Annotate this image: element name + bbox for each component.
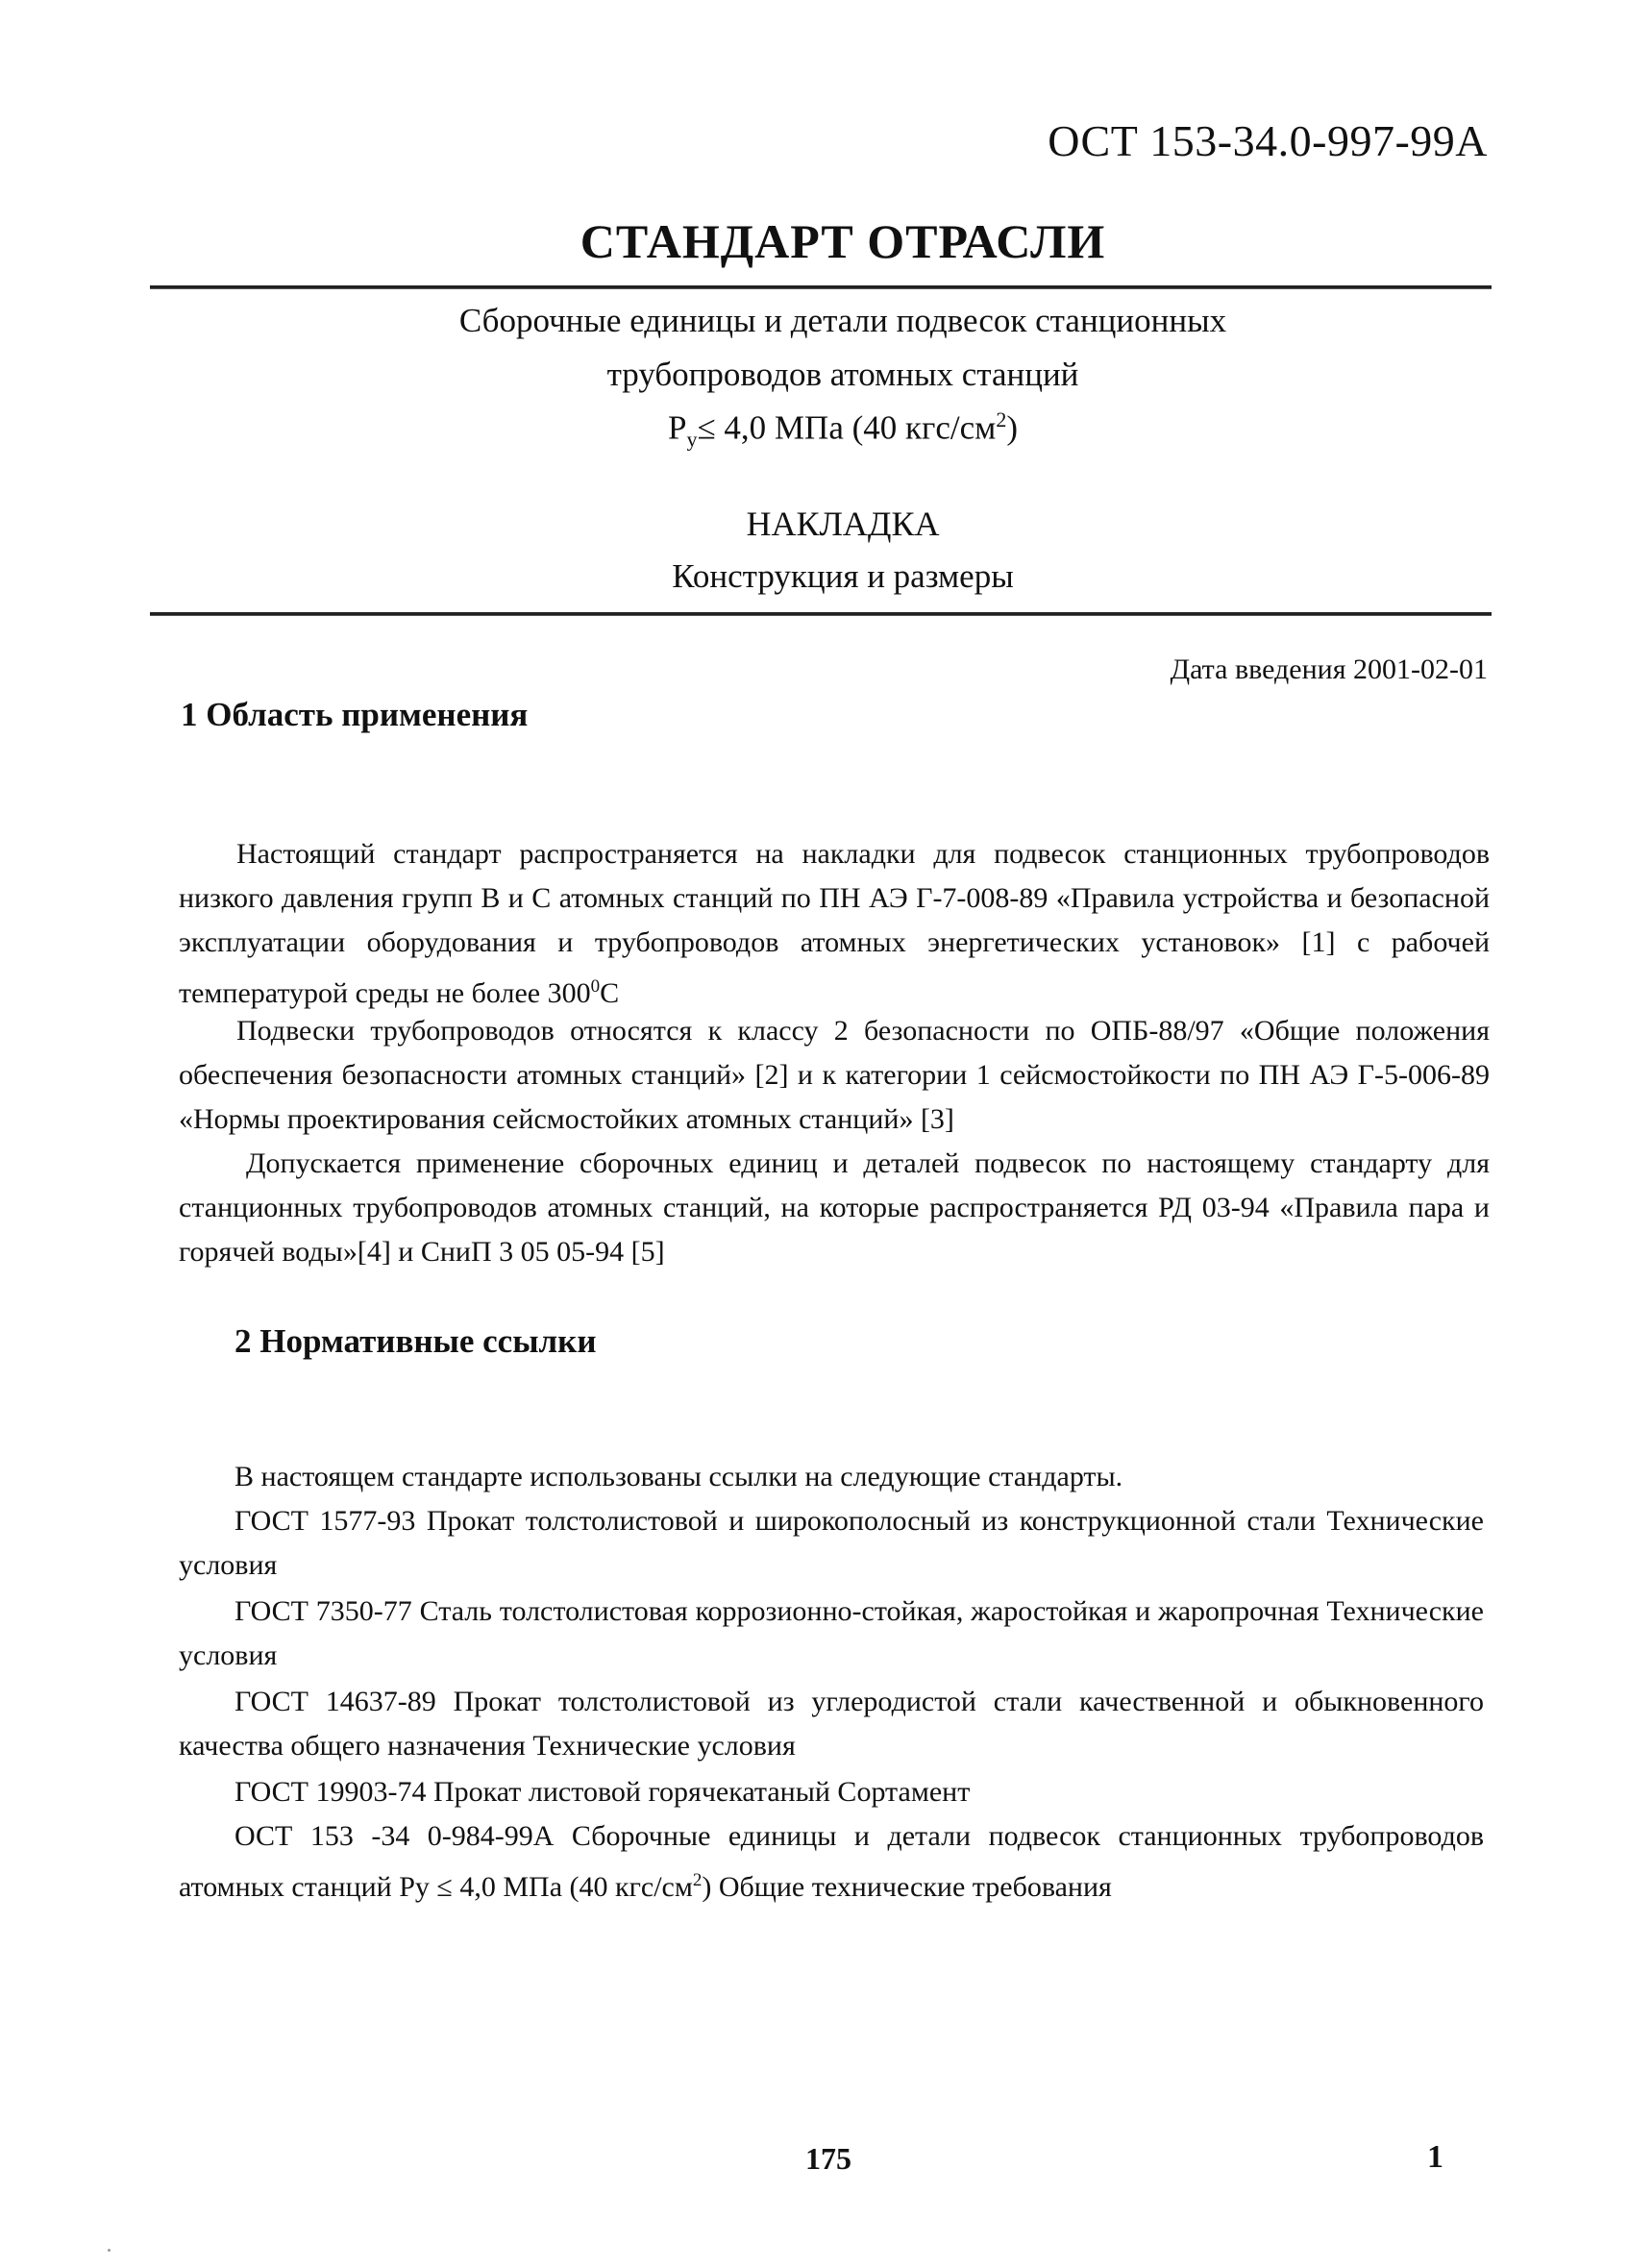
- reference-item: ГОСТ 7350-77 Сталь толстолистовая коррозионно-стойкая, жаростойкая и жаропрочная Технические условия: [179, 1595, 1484, 1671]
- paragraph-1-text: Настоящий стандарт распространяется на накладки для подвесок станционных трубопроводов низкого давления групп В и С атомных станций по ПН АЭ Г-7-008-89 «Правила устройства и безопасной эксплуатации оборудования и трубопроводов атомных энергетических установок» [1] с рабочей температурой среды не более 300: [179, 838, 1490, 1009]
- section-2-heading: 2 Нормативные ссылки: [234, 1322, 597, 1360]
- pressure-subscript: у: [686, 427, 698, 452]
- pressure-symbol: P: [668, 408, 687, 447]
- bottom-divider: [150, 612, 1492, 616]
- section-1-heading: 1 Область применения: [181, 696, 529, 733]
- reference-5-superscript: 2: [692, 1870, 703, 1890]
- subtitle-line-2: трубопроводов атомных станций: [606, 356, 1079, 393]
- section-2-intro: В настоящем стандарте использованы ссылки на следующие стандарты.: [234, 1461, 1123, 1492]
- standard-title: СТАНДАРТ ОТРАСЛИ: [580, 214, 1106, 268]
- introduction-date: Дата введения 2001-02-01: [1170, 653, 1488, 685]
- scan-speck: [108, 2249, 111, 2252]
- reference-item: ГОСТ 1577-93 Прокат толстолистовой и широкополосный из конструкционной стали Технические условия: [179, 1505, 1484, 1581]
- temperature-degree: 0: [590, 976, 601, 997]
- reference-5-tail: ) Общие технические требования: [702, 1871, 1112, 1903]
- reference-item: ГОСТ 14637-89 Прокат толстолистовой из углеродистой стали качественной и обыкновенного качества общего назначения Технические условия: [179, 1686, 1484, 1762]
- page-number: 175: [805, 2141, 851, 2176]
- pressure-superscript: 2: [996, 407, 1007, 431]
- subtitle-line-1: Сборочные единицы и детали подвесок станционных: [458, 302, 1227, 339]
- pressure-value: ≤ 4,0 МПа (40 кгс/см: [697, 408, 997, 447]
- pressure-spec: [0, 407, 1628, 453]
- item-name: НАКЛАДКА: [746, 505, 940, 543]
- temperature-unit: С: [600, 977, 620, 1009]
- reference-item: ГОСТ 19903-74 Прокат листовой горячекатаный Сортамент: [234, 1776, 971, 1808]
- reference-5-text: ОСТ 153 -34 0-984-99А Сборочные единицы и детали подвесок станционных трубопроводов атомных станций Ру ≤ 4,0 МПа (40 кгс/см: [179, 1820, 1484, 1903]
- reference-item: [179, 1814, 1484, 1910]
- pressure-close: ): [1006, 408, 1018, 447]
- document-code: ОСТ 153-34.0-997-99А: [1048, 116, 1488, 165]
- section-1-paragraph-2: Подвески трубопроводов относятся к классу 2 безопасности по ОПБ-88/97 «Общие положения обеспечения безопасности атомных станций» [2] и к категории 1 сейсмостойкости по ПН АЭ Г-5-006-89 «Нормы проектирования сейсмостойких атомных станций» [3]: [179, 1015, 1490, 1135]
- section-1-paragraph-1: [179, 832, 1490, 1016]
- top-divider: [150, 285, 1492, 289]
- item-subtitle: Конструкция и размеры: [672, 557, 1014, 595]
- section-1-paragraph-3: Допускается применение сборочных единиц и деталей подвесок по настоящему стандарту для станционных трубопроводов атомных станций, на которые распространяется РД 03-94 «Правила пара и горячей воды»[4] и СниП 3 05 05-94 [5]: [179, 1147, 1490, 1268]
- sheet-number: 1: [1427, 2139, 1443, 2175]
